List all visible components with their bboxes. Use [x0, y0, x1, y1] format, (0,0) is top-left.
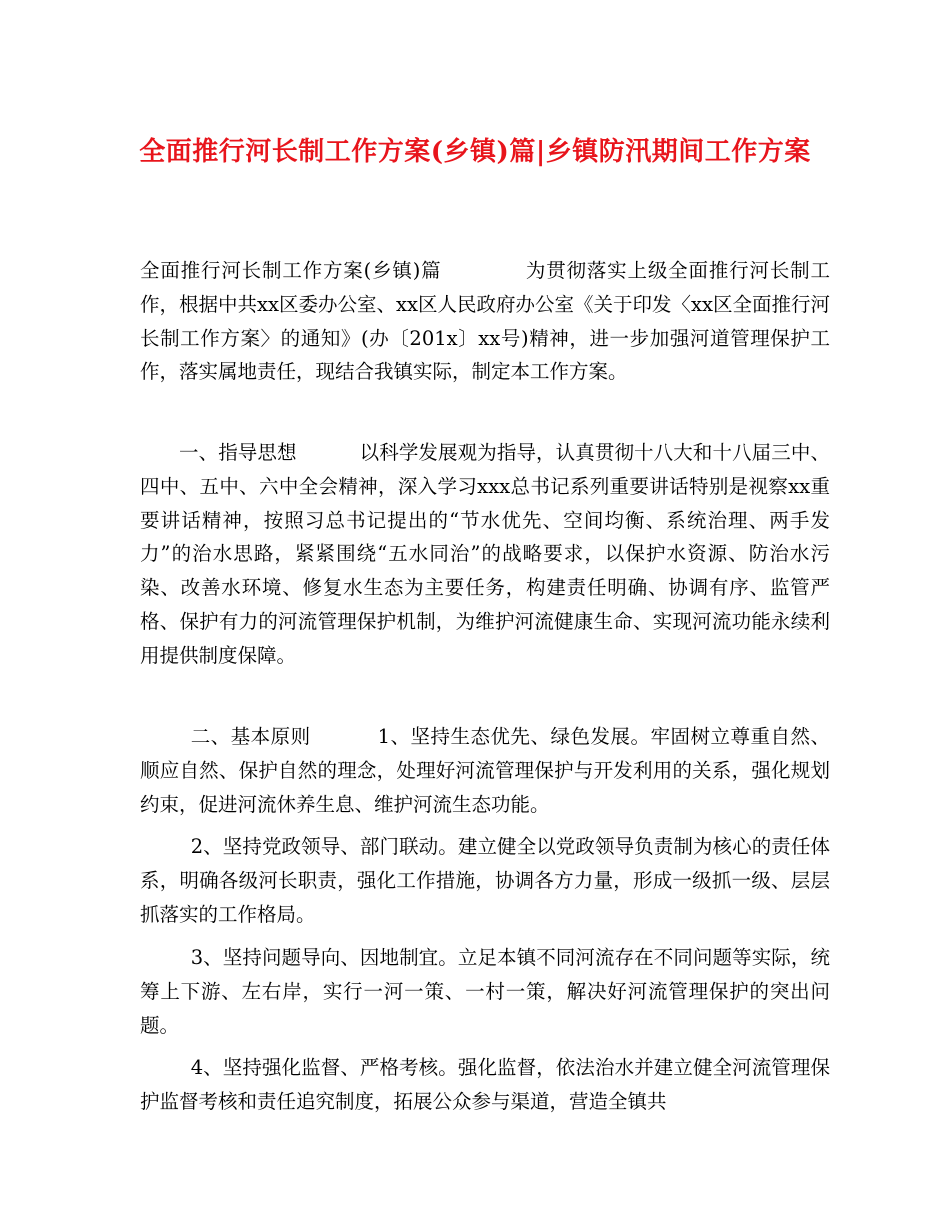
document-title: 全面推行河长制工作方案(乡镇)篇|乡镇防汛期间工作方案: [139, 137, 811, 167]
paragraph-principle-2: 2、坚持党政领导、部门联动。建立健全以党政领导负责制为核心的责任体系，明确各级河长职责，强化工作措施，协调各方力量，形成一级抓一级、层层抓落实的工作格局。: [140, 835, 830, 926]
paragraph-guiding-ideology: 一、指导思想 以科学发展观为指导，认真贯彻十八大和十八届三中、四中、五中、六中全会精神，深入学习xxx总书记系列重要讲话特别是视察xx重要讲话精神，按照习总书记提出的“节水优先、空间均衡、系统治理、两手发力”的治水思路，紧紧围绕“五水同治”的战略要求，以保护水资源、防治水污染、改善水环境、修复水生态为主要任务，构建责任明确、协调有序、监管严格、保护有力的河流管理保护机制，为维护河流健康生命、实现河流功能永续利用提供制度保障。: [140, 441, 830, 667]
paragraph-principle-4: 4、坚持强化监督、严格考核。强化监督，依法治水并建立健全河流管理保护监督考核和责任追究制度，拓展公众参与渠道，营造全镇共: [140, 1056, 830, 1113]
paragraph-intro: 全面推行河长制工作方案(乡镇)篇 为贯彻落实上级全面推行河长制工作，根据中共xx区委办公室、xx区人民政府办公室《关于印发〈xx区全面推行河长制工作方案〉的通知》(办〔201x〕xx号)精神，进一步加强河道管理保护工作，落实属地责任，现结合我镇实际，制定本工作方案。: [140, 259, 830, 384]
paragraph-principle-3: 3、坚持问题导向、因地制宜。立足本镇不同河流存在不同问题等实际，统筹上下游、左右岸，实行一河一策、一村一策，解决好河流管理保护的突出问题。: [140, 946, 830, 1037]
paragraph-basic-principles: 二、基本原则 1、坚持生态优先、绿色发展。牢固树立尊重自然、顺应自然、保护自然的理念，处理好河流管理保护与开发利用的关系，强化规划约束，促进河流休养生息、维护河流生态功能。: [140, 725, 830, 816]
